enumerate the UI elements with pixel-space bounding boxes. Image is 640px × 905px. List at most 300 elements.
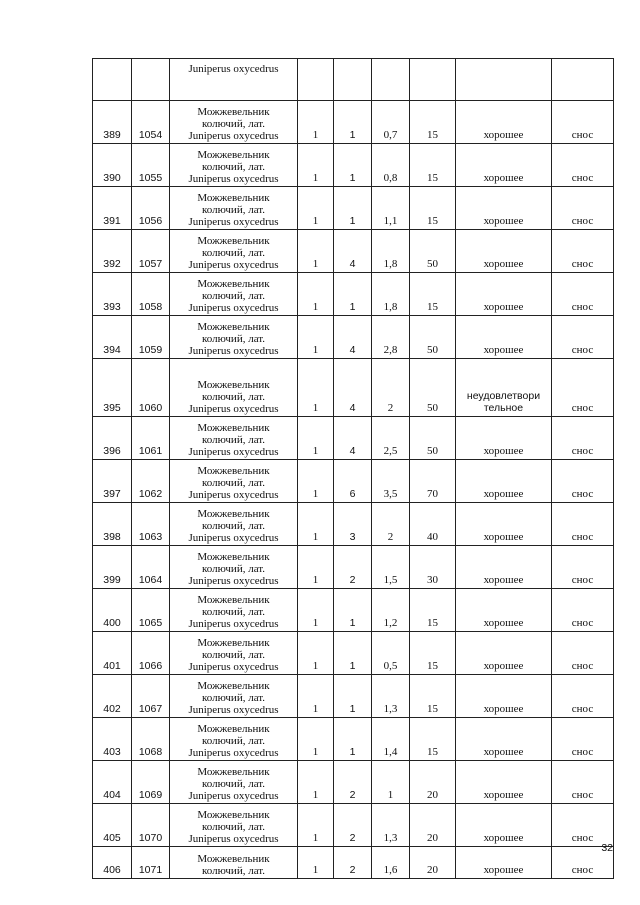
cell-diam xyxy=(372,273,410,316)
diameter: 1,1 xyxy=(383,215,398,227)
cell-condition xyxy=(456,675,552,718)
table-row xyxy=(93,460,614,503)
species-name-ru-2: колючий, лат. xyxy=(201,161,266,173)
species-name-ru: Можжевельник xyxy=(197,106,270,118)
cell-action xyxy=(552,589,614,632)
species-name-ru: Можжевельник xyxy=(197,379,270,391)
cell-trunks xyxy=(334,101,372,144)
condition: хорошее xyxy=(483,864,524,876)
cell-species xyxy=(170,144,298,187)
cell-qty xyxy=(298,460,334,503)
cell-action xyxy=(552,718,614,761)
cell-action xyxy=(552,144,614,187)
cell-qty xyxy=(298,718,334,761)
cell-no xyxy=(93,59,132,101)
cell-diam xyxy=(372,718,410,761)
cell-inv xyxy=(132,316,170,359)
trunk-count: 4 xyxy=(349,258,356,270)
species-name-ru-2: колючий, лат. xyxy=(201,290,266,302)
cell-qty xyxy=(298,589,334,632)
cell-diam xyxy=(372,101,410,144)
cell-inv xyxy=(132,359,170,417)
trunk-count: 1 xyxy=(349,703,356,715)
row-number: 391 xyxy=(103,215,121,227)
diameter: 2,8 xyxy=(383,344,398,356)
cell-qty xyxy=(298,632,334,675)
quantity: 1 xyxy=(312,746,319,758)
inventory-number: 1056 xyxy=(138,215,163,227)
cell-no xyxy=(93,187,132,230)
cell-action xyxy=(552,675,614,718)
height-value: 50 xyxy=(427,445,438,457)
species-name-ru: Можжевельник xyxy=(197,149,270,161)
quantity: 1 xyxy=(312,129,319,141)
cell-condition xyxy=(456,761,552,804)
table-row xyxy=(93,761,614,804)
cell-action xyxy=(552,417,614,460)
height-value: 15 xyxy=(427,660,438,672)
species-name-ru-2: колючий, лат. xyxy=(201,606,266,618)
row-number: 395 xyxy=(103,402,121,414)
cell-action xyxy=(552,273,614,316)
cell-height xyxy=(410,632,456,675)
table-row xyxy=(93,546,614,589)
inventory-number: 1060 xyxy=(138,402,163,414)
species-name-ru: Можжевельник xyxy=(197,508,270,520)
cell-no xyxy=(93,632,132,675)
diameter: 1,2 xyxy=(383,617,398,629)
row-number: 392 xyxy=(103,258,121,270)
cell-qty xyxy=(298,316,334,359)
quantity: 1 xyxy=(312,660,319,672)
action: снос xyxy=(571,488,594,500)
trunk-count: 4 xyxy=(349,344,356,356)
cell-condition xyxy=(456,230,552,273)
inventory-number: 1061 xyxy=(138,445,163,457)
height-value: 15 xyxy=(427,746,438,758)
diameter: 2 xyxy=(387,531,394,543)
condition-line-1: неудовлетвори xyxy=(466,390,541,402)
species-latin: Juniperus oxycedrus xyxy=(188,302,279,314)
cell-diam xyxy=(372,460,410,503)
species-latin: Juniperus oxycedrus xyxy=(188,130,279,142)
cell-diam xyxy=(372,589,410,632)
height-value: 15 xyxy=(427,129,438,141)
quantity: 1 xyxy=(312,703,319,715)
inventory-number: 1065 xyxy=(138,617,163,629)
cell-action xyxy=(552,804,614,847)
species-name-ru-2: колючий, лат. xyxy=(201,333,266,345)
cell-no xyxy=(93,230,132,273)
cell-height xyxy=(410,761,456,804)
diameter: 0,7 xyxy=(383,129,398,141)
inventory-number: 1067 xyxy=(138,703,163,715)
action: снос xyxy=(571,215,594,227)
cell-qty xyxy=(298,804,334,847)
cell-condition xyxy=(456,187,552,230)
cell-inv xyxy=(132,144,170,187)
species-name-ru: Можжевельник xyxy=(197,637,270,649)
cell-species xyxy=(170,460,298,503)
trunk-count: 6 xyxy=(349,488,356,500)
cell-action xyxy=(552,230,614,273)
species-name-ru-2: колючий, лат. xyxy=(201,118,266,130)
cell-inv xyxy=(132,632,170,675)
cell-condition xyxy=(456,503,552,546)
height-value: 30 xyxy=(427,574,438,586)
height-value: 15 xyxy=(427,703,438,715)
species-latin: Juniperus oxycedrus xyxy=(188,747,279,759)
cell-species xyxy=(170,589,298,632)
cell-inv xyxy=(132,59,170,101)
cell-species xyxy=(170,101,298,144)
inventory-number: 1063 xyxy=(138,531,163,543)
diameter: 3,5 xyxy=(383,488,398,500)
species-name-ru: Можжевельник xyxy=(197,278,270,290)
cell-species xyxy=(170,230,298,273)
cell-condition xyxy=(456,417,552,460)
cell-inv xyxy=(132,589,170,632)
table-row xyxy=(93,144,614,187)
action: снос xyxy=(571,129,594,141)
diameter: 2 xyxy=(387,402,394,414)
cell-diam xyxy=(372,187,410,230)
diameter: 2,5 xyxy=(383,445,398,457)
inventory-number: 1054 xyxy=(138,129,163,141)
species-latin: Juniperus oxycedrus xyxy=(188,403,279,415)
condition: хорошее xyxy=(483,215,524,227)
diameter: 0,8 xyxy=(383,172,398,184)
table-row xyxy=(93,589,614,632)
species-name-ru-2: колючий, лат. xyxy=(201,563,266,575)
cell-condition xyxy=(456,589,552,632)
inventory-number: 1062 xyxy=(138,488,163,500)
diameter: 0,5 xyxy=(383,660,398,672)
quantity: 1 xyxy=(312,445,319,457)
action: снос xyxy=(571,832,594,844)
cell-diam xyxy=(372,546,410,589)
height-value: 40 xyxy=(427,531,438,543)
species-name-ru-2: колючий, лат. xyxy=(201,778,266,790)
height-value: 20 xyxy=(427,864,438,876)
cell-no xyxy=(93,718,132,761)
species-latin: Juniperus oxycedrus xyxy=(188,575,279,587)
quantity: 1 xyxy=(312,172,319,184)
row-number: 397 xyxy=(103,488,121,500)
cell-no xyxy=(93,101,132,144)
species-name-ru: Можжевельник xyxy=(197,766,270,778)
cell-inv xyxy=(132,546,170,589)
cell-no xyxy=(93,359,132,417)
trunk-count: 1 xyxy=(349,746,356,758)
table-row xyxy=(93,230,614,273)
species-latin: Juniperus oxycedrus xyxy=(188,661,279,673)
action: снос xyxy=(571,660,594,672)
trunk-count: 4 xyxy=(349,445,356,457)
quantity: 1 xyxy=(312,789,319,801)
species-name-ru: Можжевельник xyxy=(197,551,270,563)
action: снос xyxy=(571,617,594,629)
row-number: 394 xyxy=(103,344,121,356)
height-value: 50 xyxy=(427,344,438,356)
cell-no xyxy=(93,417,132,460)
condition: хорошее xyxy=(483,172,524,184)
quantity: 1 xyxy=(312,488,319,500)
cell-condition xyxy=(456,804,552,847)
cell-inv xyxy=(132,718,170,761)
cell-condition xyxy=(456,59,552,101)
row-number: 401 xyxy=(103,660,121,672)
cell-diam xyxy=(372,316,410,359)
row-number: 400 xyxy=(103,617,121,629)
cell-species xyxy=(170,546,298,589)
cell-diam xyxy=(372,144,410,187)
cell-height xyxy=(410,417,456,460)
condition: хорошее xyxy=(483,344,524,356)
inventory-number: 1069 xyxy=(138,789,163,801)
cell-inv xyxy=(132,273,170,316)
row-number: 399 xyxy=(103,574,121,586)
diameter: 1,8 xyxy=(383,258,398,270)
species-latin: Juniperus oxycedrus xyxy=(188,704,279,716)
cell-trunks xyxy=(334,718,372,761)
cell-qty xyxy=(298,761,334,804)
cell-diam xyxy=(372,359,410,417)
species-name-ru: Можжевельник xyxy=(197,680,270,692)
inventory-number: 1064 xyxy=(138,574,163,586)
cell-condition xyxy=(456,101,552,144)
condition: хорошее xyxy=(483,258,524,270)
cell-inv xyxy=(132,503,170,546)
cell-trunks xyxy=(334,675,372,718)
cell-action xyxy=(552,761,614,804)
cell-no xyxy=(93,546,132,589)
cell-condition xyxy=(456,359,552,417)
action: снос xyxy=(571,258,594,270)
diameter: 1,3 xyxy=(383,832,398,844)
diameter: 1 xyxy=(387,789,394,801)
action: снос xyxy=(571,703,594,715)
action: снос xyxy=(571,531,594,543)
species-name-ru-2: колючий, лат. xyxy=(201,247,266,259)
diameter: 1,8 xyxy=(383,301,398,313)
quantity: 1 xyxy=(312,215,319,227)
cell-species xyxy=(170,632,298,675)
cell-no xyxy=(93,847,132,879)
diameter: 1,6 xyxy=(383,864,398,876)
cell-trunks xyxy=(334,503,372,546)
row-number: 406 xyxy=(103,864,121,876)
diameter: 1,4 xyxy=(383,746,398,758)
cell-height xyxy=(410,589,456,632)
cell-diam xyxy=(372,847,410,879)
cell-species xyxy=(170,417,298,460)
inventory-number: 1068 xyxy=(138,746,163,758)
cell-species xyxy=(170,359,298,417)
cell-qty xyxy=(298,273,334,316)
cell-action xyxy=(552,316,614,359)
row-number: 404 xyxy=(103,789,121,801)
quantity: 1 xyxy=(312,531,319,543)
cell-trunks xyxy=(334,59,372,101)
cell-condition xyxy=(456,273,552,316)
quantity: 1 xyxy=(312,301,319,313)
cell-height xyxy=(410,316,456,359)
cell-trunks xyxy=(334,589,372,632)
species-name-ru-2: колючий, лат. xyxy=(201,735,266,747)
cell-qty xyxy=(298,503,334,546)
action: снос xyxy=(571,746,594,758)
height-value: 15 xyxy=(427,617,438,629)
species-name-ru-2: колючий, лат. xyxy=(201,520,266,532)
cell-inv xyxy=(132,761,170,804)
table-row xyxy=(93,316,614,359)
cell-no xyxy=(93,761,132,804)
table-body xyxy=(93,59,614,879)
species-name-ru-2: колючий, лат. xyxy=(201,821,266,833)
cell-height xyxy=(410,187,456,230)
table-row xyxy=(93,187,614,230)
quantity: 1 xyxy=(312,574,319,586)
cell-diam xyxy=(372,632,410,675)
row-number: 396 xyxy=(103,445,121,457)
species-name-ru: Можжевельник xyxy=(197,594,270,606)
cell-inv xyxy=(132,187,170,230)
species-latin: Juniperus oxycedrus xyxy=(188,259,279,271)
table-row xyxy=(93,718,614,761)
cell-action xyxy=(552,59,614,101)
trunk-count: 2 xyxy=(349,864,356,876)
cell-height xyxy=(410,359,456,417)
table-row xyxy=(93,359,614,417)
species-name-ru: Можжевельник xyxy=(197,235,270,247)
cell-trunks xyxy=(334,460,372,503)
cell-no xyxy=(93,503,132,546)
condition: хорошее xyxy=(483,789,524,801)
height-value: 50 xyxy=(427,258,438,270)
cell-species xyxy=(170,761,298,804)
cell-action xyxy=(552,546,614,589)
quantity: 1 xyxy=(312,258,319,270)
cell-inv xyxy=(132,230,170,273)
inventory-number: 1066 xyxy=(138,660,163,672)
condition-line-2: тельное xyxy=(483,402,524,414)
cell-inv xyxy=(132,675,170,718)
cell-diam xyxy=(372,761,410,804)
species-name-ru-2: колючий, лат. xyxy=(201,865,266,877)
cell-height xyxy=(410,847,456,879)
condition: хорошее xyxy=(483,660,524,672)
action: снос xyxy=(571,344,594,356)
action: снос xyxy=(571,574,594,586)
cell-trunks xyxy=(334,804,372,847)
species-latin: Juniperus oxycedrus xyxy=(188,345,279,357)
species-latin: Juniperus oxycedrus xyxy=(188,790,279,802)
condition: хорошее xyxy=(483,574,524,586)
cell-no xyxy=(93,589,132,632)
cell-height xyxy=(410,230,456,273)
cell-height xyxy=(410,460,456,503)
species-name-ru: Можжевельник xyxy=(197,465,270,477)
table-row-partial xyxy=(93,847,614,879)
condition: хорошее xyxy=(483,301,524,313)
action: снос xyxy=(571,402,594,414)
diameter: 1,5 xyxy=(383,574,398,586)
cell-inv xyxy=(132,101,170,144)
cell-diam xyxy=(372,675,410,718)
cell-species xyxy=(170,503,298,546)
condition: хорошее xyxy=(483,488,524,500)
species-latin: Juniperus oxycedrus xyxy=(188,489,279,501)
cell-height xyxy=(410,59,456,101)
height-value: 20 xyxy=(427,789,438,801)
cell-qty xyxy=(298,359,334,417)
cell-action xyxy=(552,460,614,503)
condition: хорошее xyxy=(483,129,524,141)
species-name-ru-2: колючий, лат. xyxy=(201,477,266,489)
cell-trunks xyxy=(334,273,372,316)
height-value: 15 xyxy=(427,215,438,227)
species-name-ru-2: колючий, лат. xyxy=(201,649,266,661)
cell-inv xyxy=(132,847,170,879)
quantity: 1 xyxy=(312,864,319,876)
trunk-count: 1 xyxy=(349,129,356,141)
condition: хорошее xyxy=(483,531,524,543)
inventory-number: 1055 xyxy=(138,172,163,184)
table-row xyxy=(93,101,614,144)
cell-diam xyxy=(372,417,410,460)
cell-height xyxy=(410,546,456,589)
cell-qty xyxy=(298,144,334,187)
cell-height xyxy=(410,273,456,316)
cell-trunks xyxy=(334,847,372,879)
cell-trunks xyxy=(334,230,372,273)
species-latin: Juniperus oxycedrus xyxy=(188,63,279,75)
table-row xyxy=(93,273,614,316)
cell-trunks xyxy=(334,359,372,417)
trunk-count: 3 xyxy=(349,531,356,543)
species-latin: Juniperus oxycedrus xyxy=(188,173,279,185)
table-row xyxy=(93,632,614,675)
cell-species xyxy=(170,718,298,761)
height-value: 70 xyxy=(427,488,438,500)
trunk-count: 2 xyxy=(349,789,356,801)
row-number: 393 xyxy=(103,301,121,313)
species-name-ru-2: колючий, лат. xyxy=(201,391,266,403)
page-number: 32 xyxy=(601,842,613,854)
trunk-count: 2 xyxy=(349,832,356,844)
cell-height xyxy=(410,718,456,761)
cell-inv xyxy=(132,460,170,503)
height-value: 15 xyxy=(427,301,438,313)
condition: хорошее xyxy=(483,445,524,457)
cell-species xyxy=(170,273,298,316)
action: снос xyxy=(571,301,594,313)
species-name-ru: Можжевельник xyxy=(197,321,270,333)
quantity: 1 xyxy=(312,617,319,629)
cell-species xyxy=(170,59,298,101)
cell-action xyxy=(552,632,614,675)
cell-diam xyxy=(372,804,410,847)
table-row xyxy=(93,804,614,847)
cell-trunks xyxy=(334,546,372,589)
cell-action xyxy=(552,503,614,546)
action: снос xyxy=(571,172,594,184)
cell-no xyxy=(93,273,132,316)
species-latin: Juniperus oxycedrus xyxy=(188,216,279,228)
row-number: 389 xyxy=(103,129,121,141)
cell-qty xyxy=(298,230,334,273)
